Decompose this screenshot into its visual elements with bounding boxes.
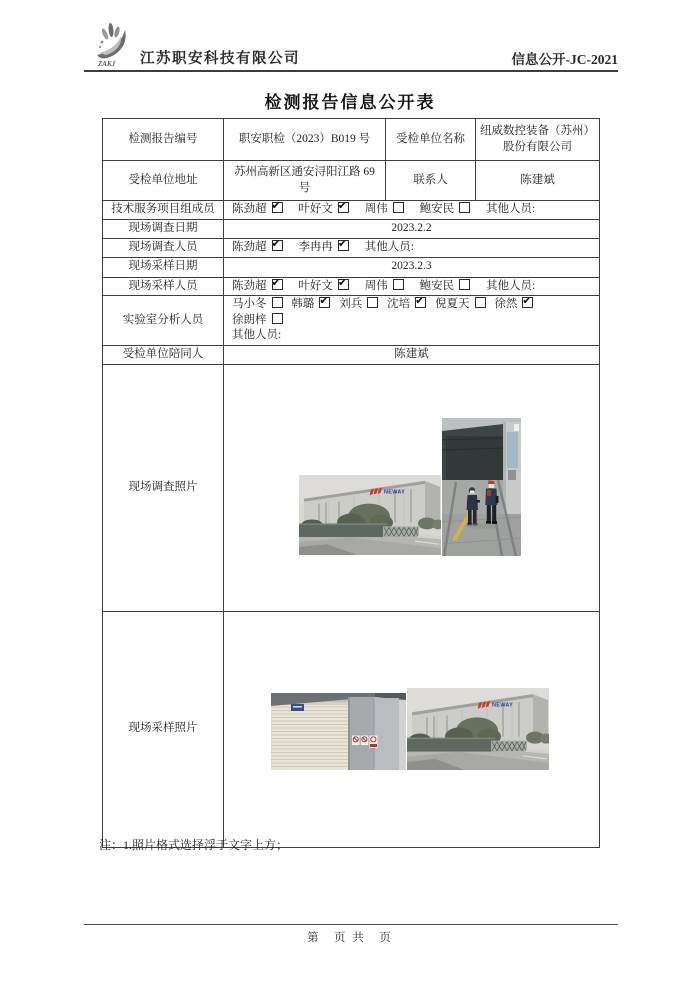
footnote: 注：1.照片格式选择浮于文字上方； (99, 838, 289, 852)
team-member: 鲍安民 (420, 280, 471, 292)
team-member: 周伟 (365, 280, 404, 292)
table-row (103, 119, 600, 161)
survey-photos-cell (224, 364, 600, 611)
sampling-date-value: 2023.2.3 (224, 257, 600, 277)
team-member: 沈培 ✔ (387, 298, 426, 310)
survey-photo-factory (299, 475, 441, 555)
table-row (103, 296, 600, 346)
page-number: 第 页 共 页 (307, 932, 393, 944)
unit-name-value: 纽威数控装备（苏州）股份有限公司 (476, 119, 600, 161)
unit-name-label: 受检单位名称 (386, 119, 476, 161)
team-member: 徐然✔ (494, 298, 533, 310)
team-member: 陈劲超 ✔ (232, 241, 283, 253)
team-member: 刘兵 (339, 298, 378, 310)
team-label: 技术服务项目组成员 (103, 201, 224, 220)
company-logo-icon (90, 22, 138, 68)
others-label: 其他人员: (364, 240, 414, 253)
company-name: 江苏职安科技有限公司 (140, 51, 300, 67)
team-member: 鲍安民 (420, 203, 471, 215)
team-member: 叶好文 ✔ (298, 280, 349, 292)
sampling-photo-shutter-door (271, 693, 406, 770)
svg-text:ZAKJ: ZAKJ (98, 60, 116, 68)
team-member: 李冉冉 ✔ (298, 241, 349, 253)
address-label: 受检单位地址 (103, 161, 224, 201)
contact-value: 陈建斌 (476, 161, 600, 201)
team-member: 周伟 (365, 203, 404, 215)
table-row (103, 219, 600, 238)
checkbox-icon (338, 279, 349, 290)
checkbox-icon (272, 297, 283, 308)
address-value: 苏州高新区通安浔阳江路 69 号 (224, 161, 386, 201)
team-member: 陈劲超 ✔ (232, 203, 283, 215)
others-label: 其他人员: (486, 279, 536, 292)
survey-photo-inspectors (442, 418, 521, 556)
checkbox-icon (522, 297, 533, 308)
table-row (103, 161, 600, 201)
checkbox-icon (459, 279, 470, 290)
team-member: 陈劲超 ✔ (232, 280, 283, 292)
table-row (103, 611, 600, 847)
companion-value: 陈建斌 (224, 345, 600, 364)
team-members-cell (224, 201, 600, 220)
checkbox-icon (475, 297, 486, 308)
sampling-staff-cell (224, 277, 600, 296)
others-label: 其他人员: (486, 203, 536, 215)
checkbox-icon (393, 202, 404, 213)
page-header (84, 28, 618, 72)
checkbox-icon (272, 202, 283, 213)
team-member: 倪夏天 (435, 298, 486, 310)
team-member: 韩璐 ✔ (291, 298, 330, 310)
report-no-label: 检测报告编号 (103, 119, 224, 161)
table-row (103, 201, 600, 220)
footer-divider (84, 924, 618, 925)
sampling-date-label: 现场采样日期 (103, 257, 224, 277)
lab-staff-cell (224, 296, 600, 346)
survey-date-label: 现场调查日期 (103, 219, 224, 238)
page-title: 检测报告信息公开表 (264, 93, 436, 112)
contact-label: 联系人 (386, 161, 476, 201)
team-member: 徐朗梓 (232, 314, 283, 326)
checkbox-icon (367, 297, 378, 308)
report-form-table (102, 118, 600, 848)
sampling-photo-label: 现场采样照片 (103, 611, 224, 847)
lab-staff-label: 实验室分析人员 (103, 296, 224, 346)
team-member: 叶好文 ✔ (298, 203, 349, 215)
table-row (103, 277, 600, 296)
others-label: 其他人员: (232, 329, 282, 342)
team-member: 马小冬 (232, 298, 283, 310)
survey-date-value: 2023.2.2 (224, 219, 600, 238)
checkbox-icon (338, 240, 349, 251)
table-row (103, 364, 600, 611)
checkbox-icon (393, 279, 404, 290)
checkbox-icon (272, 240, 283, 251)
survey-photo-label: 现场调查照片 (103, 364, 224, 611)
companion-label: 受检单位陪同人 (103, 345, 224, 364)
sampling-staff-label: 现场采样人员 (103, 277, 224, 296)
survey-staff-label: 现场调查人员 (103, 238, 224, 257)
report-no-value: 职安职检（2023）B019 号 (224, 119, 386, 161)
table-row (103, 257, 600, 277)
sampling-photo-factory (407, 688, 549, 770)
table-row (103, 345, 600, 364)
checkbox-icon (415, 297, 426, 308)
checkbox-icon (338, 202, 349, 213)
checkbox-icon (319, 297, 330, 308)
checkbox-icon (459, 202, 470, 213)
checkbox-icon (272, 279, 283, 290)
survey-staff-cell (224, 238, 600, 257)
checkbox-icon (272, 313, 283, 324)
sampling-photos-cell (224, 611, 600, 847)
table-row (103, 238, 600, 257)
doc-code: 信息公开-JC-2021 (511, 52, 618, 67)
